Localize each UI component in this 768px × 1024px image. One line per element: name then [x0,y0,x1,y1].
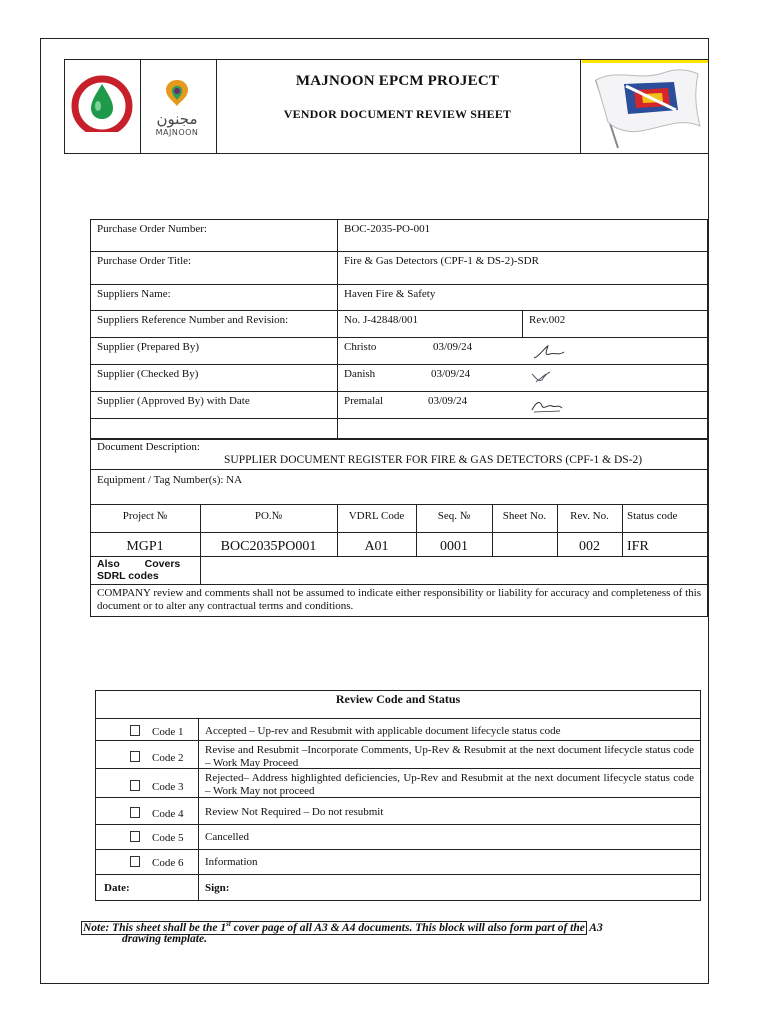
col-rev: Rev. No. [570,510,609,522]
date-label: Date: [104,882,130,894]
checkbox-icon[interactable] [130,780,140,791]
code-5-cell[interactable] [125,828,188,848]
code-4-cell[interactable] [125,804,188,824]
note-text-b: cover page of all A3 & A4 documents. This block will also form part of the [230,921,585,934]
note-text-sup: st [226,920,231,928]
po-value-2: Fire & Gas Detectors (CPF-1 & DS-2)-SDR [344,255,539,267]
prepared-label: Supplier (Prepared By) [97,341,200,353]
prepared-date: 03/09/24 [433,341,473,353]
col-vdrl: VDRL Code [348,510,405,522]
review-sep [95,718,701,719]
equipment-tag: Equipment / Tag Number(s): NA [97,474,243,486]
desc-sep [90,469,708,470]
checkbox-icon[interactable] [130,751,140,762]
code-3-desc: Rejected– Address highlighted deficiencies, Up-Rev and Resubmit at the next document lifecycle status code – Work May not proceed [205,772,694,797]
sign-label: Sign: [205,882,230,894]
majnoon-english: MAJNOON [155,128,199,137]
code-3-cell[interactable] [125,777,188,797]
po-value-4: No. J-42848/001 [344,314,418,326]
code-2-desc: Revise and Resubmit –Incorporate Comments, Up-Rev & Resubmit at the next document lifecycle status code – Work May Proceed [205,744,694,769]
po-rev-value: Rev.002 [529,314,566,326]
checked-name: Danish [344,368,376,380]
col-project: Project № [122,510,168,522]
review-sep [95,874,701,875]
note-text-c: A3 [586,921,603,934]
review-title: Review Code and Status [335,692,461,706]
col-status: Status code [627,510,678,522]
code-1-cell[interactable] [125,722,188,742]
review-sep [95,824,701,825]
approved-label: Supplier (Approved By) with Date [97,395,250,407]
prepared-signature [530,342,570,367]
project-title: MAJNOON EPCM PROJECT [295,73,500,89]
checkbox-icon[interactable] [130,725,140,736]
po-value-1: BOC-2035-PO-001 [344,223,431,235]
po-col-sep [337,219,338,440]
review-col-sep [198,718,199,901]
col-seq: Seq. № [437,510,471,522]
desc-label: Document Description: [97,441,200,453]
col-po: PO.№ [254,510,283,522]
flag-logo-graphic [582,60,708,152]
prepared-name: Christo [344,341,377,353]
po-rev-sep [522,310,523,337]
code-3-label: Code 3 [152,781,184,793]
header-divider-1 [140,60,141,153]
code-4-desc: Review Not Required – Do not resubmit [205,806,384,818]
code-4-label: Code 4 [152,808,184,820]
value-status: IFR [627,539,649,554]
checked-date: 03/09/24 [431,368,471,380]
signature-scribble [530,342,570,362]
flag-logo [582,60,708,152]
value-po: BOC2035PO001 [220,539,317,554]
po-label-4: Suppliers Reference Number and Revision: [97,314,289,326]
col-sheet: Sheet No. [502,510,547,522]
approved-signature [528,396,564,421]
value-rev: 002 [579,539,600,554]
code-1-desc: Accepted – Up-rev and Resubmit with applicable document lifecycle status code [205,725,561,737]
po-label-2: Purchase Order Title: [97,255,192,267]
note-text-a: Note: This sheet shall be the 1 [83,921,227,934]
disclaimer-text: COMPANY review and comments shall not be assumed to indicate either responsibility or liability for accuracy and completeness of this document or to alter any contractual terms and conditions. [97,587,701,612]
value-sheet [492,537,557,543]
code-1-label: Code 1 [152,726,184,738]
checkbox-icon[interactable] [130,831,140,842]
code-6-desc: Information [205,856,258,868]
note-line-2: drawing template. [122,933,207,945]
checkbox-icon[interactable] [130,807,140,818]
equipment-sep [90,504,708,505]
sheet-title: VENDOR DOCUMENT REVIEW SHEET [283,107,512,121]
desc-value: SUPPLIER DOCUMENT REGISTER FOR FIRE & GAS DETECTORS (CPF-1 & DS-2) [224,454,643,466]
checked-label: Supplier (Checked By) [97,368,199,380]
approved-date: 03/09/24 [428,395,468,407]
code-6-cell[interactable] [125,853,188,873]
majnoon-logo-mark [164,78,190,108]
po-label-1: Purchase Order Number: [97,223,207,235]
code-2-cell[interactable] [125,748,188,768]
po-label-3: Suppliers Name: [97,288,171,300]
signature-scribble [528,368,558,386]
also-covers-line2: SDRL codes [97,570,159,582]
boc-logo-text: B.O.C [92,121,112,129]
po-value-3: Haven Fire & Safety [344,288,436,300]
approved-name: Premalal [344,395,384,407]
value-seq: 0001 [440,539,468,554]
review-sep [95,849,701,850]
header-divider-3 [580,60,581,153]
checked-signature [528,368,558,391]
code-6-label: Code 6 [152,857,184,869]
value-vdrl: A01 [364,539,389,554]
value-project: MGP1 [126,539,164,554]
code-5-label: Code 5 [152,832,184,844]
code-5-desc: Cancelled [205,831,249,843]
checkbox-icon[interactable] [130,856,140,867]
boc-logo [69,70,135,132]
signature-scribble [528,396,564,416]
code-2-label: Code 2 [152,752,184,764]
po-row-sep [90,418,708,419]
majnoon-logo [146,78,208,144]
col-header-sep [90,532,708,533]
also-covers-line1: Also Covers [97,558,181,570]
majnoon-arabic: مجنون [156,110,198,128]
